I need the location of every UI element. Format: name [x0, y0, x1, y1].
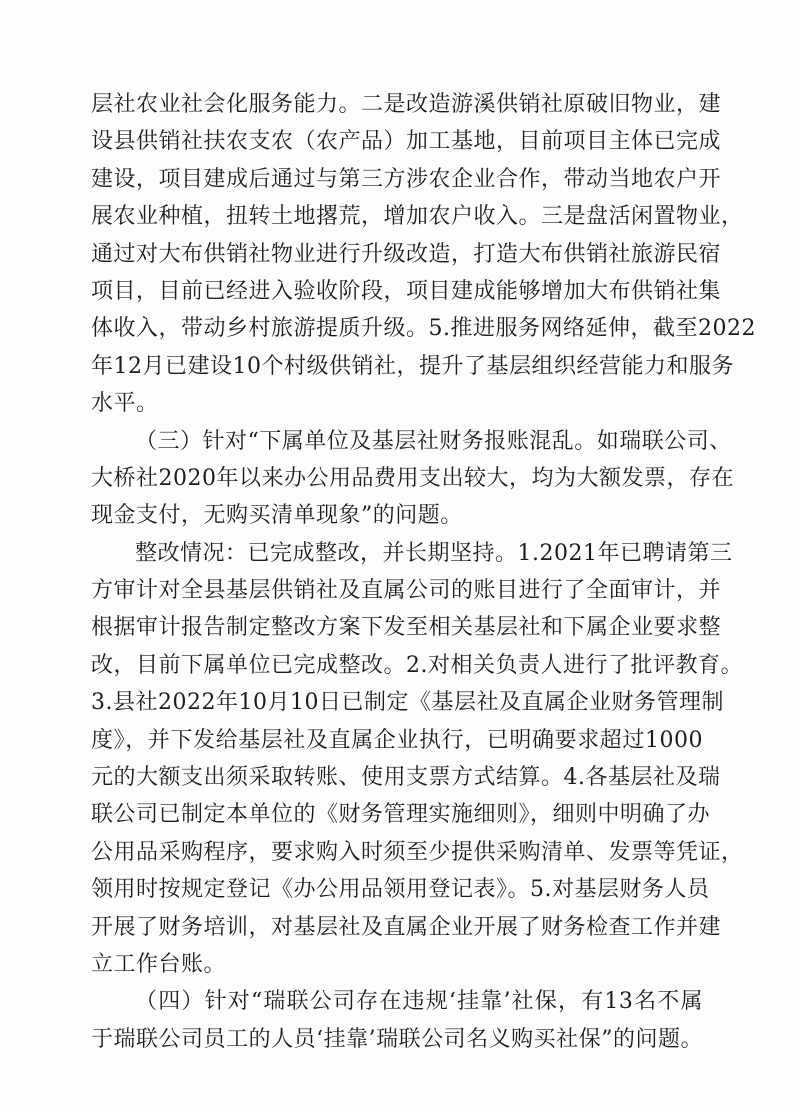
text-line: 现金支付，无购买清单现象”的问题。 [91, 503, 463, 529]
text-line: 于瑞联公司员工的人员‘挂靠’瑞联公司名义购买社保”的问题。 [91, 1026, 703, 1052]
text-line: 领用时按规定登记《办公用品领用登记表》。5.对基层财务人员 [91, 877, 710, 903]
text-line: 展农业种植，扭转土地撂荒，增加农户收入。三是盘活闲置物业， [91, 204, 744, 230]
text-line: 方审计对全县基层供销社及直属公司的账目进行了全面审计，并 [91, 578, 722, 604]
document-body [91, 86, 756, 1058]
text-line: 设县供销社扶农支农（农产品）加工基地，目前项目主体已完成 [91, 129, 722, 155]
text-line: 通过对大布供销社物业进行升级改造，打造大布供销社旅游民宿 [91, 241, 722, 267]
paragraph-continuation [91, 86, 756, 423]
section-four-heading [91, 983, 703, 1058]
text-line: 整改情况：已完成整改，并长期坚持。1.2021年已聘请第三 [135, 540, 733, 566]
text-line: 体收入，带动乡村旅游提质升级。5.推进服务网络延伸，截至2022 [91, 316, 756, 342]
text-line: 立工作台账。 [91, 951, 227, 977]
text-line: 建设，项目建成后通过与第三方涉农企业合作，带动当地农户开 [91, 166, 722, 192]
text-line: 开展了财务培训，对基层社及直属企业开展了财务检查工作并建 [91, 914, 722, 940]
text-line: 元的大额支出须采取转账、使用支票方式结算。4.各基层社及瑞 [91, 765, 721, 791]
text-line: 改，目前下属单位已完成整改。2.对相关负责人进行了批评教育。 [91, 652, 743, 678]
text-line: 联公司已制定本单位的《财务管理实施细则》，细则中明确了办 [91, 802, 711, 828]
section-three-rectification [91, 535, 744, 984]
text-line: （四）针对“瑞联公司存在违规‘挂靠’社保，有13名不属 [135, 989, 703, 1015]
text-line: 根据审计报告制定整改方案下发至相关基层社和下属企业要求整 [91, 615, 722, 641]
section-three-heading [91, 423, 734, 535]
text-line: （三）针对“下属单位及基层社财务报账混乱。如瑞联公司、 [135, 428, 732, 454]
text-line: 度》，并下发给基层社及直属企业执行，已明确要求超过1000 [91, 727, 703, 753]
text-line: 公用品采购程序，要求购入时须至少提供采购清单、发票等凭证， [91, 839, 744, 865]
text-line: 年12月已建设10个村级供销社，提升了基层组织经营能力和服务 [91, 353, 734, 379]
text-line: 水平。 [91, 391, 159, 417]
text-line: 3.县社2022年10月10日已制定《基层社及直属企业财务管理制 [91, 690, 724, 716]
text-line: 项目，目前已经进入验收阶段，项目建成能够增加大布供销社集 [91, 278, 722, 304]
text-line: 大桥社2020年以来办公用品费用支出较大，均为大额发票，存在 [91, 465, 734, 491]
text-line: 层社农业社会化服务能力。二是改造游溪供销社原破旧物业，建 [91, 92, 722, 117]
